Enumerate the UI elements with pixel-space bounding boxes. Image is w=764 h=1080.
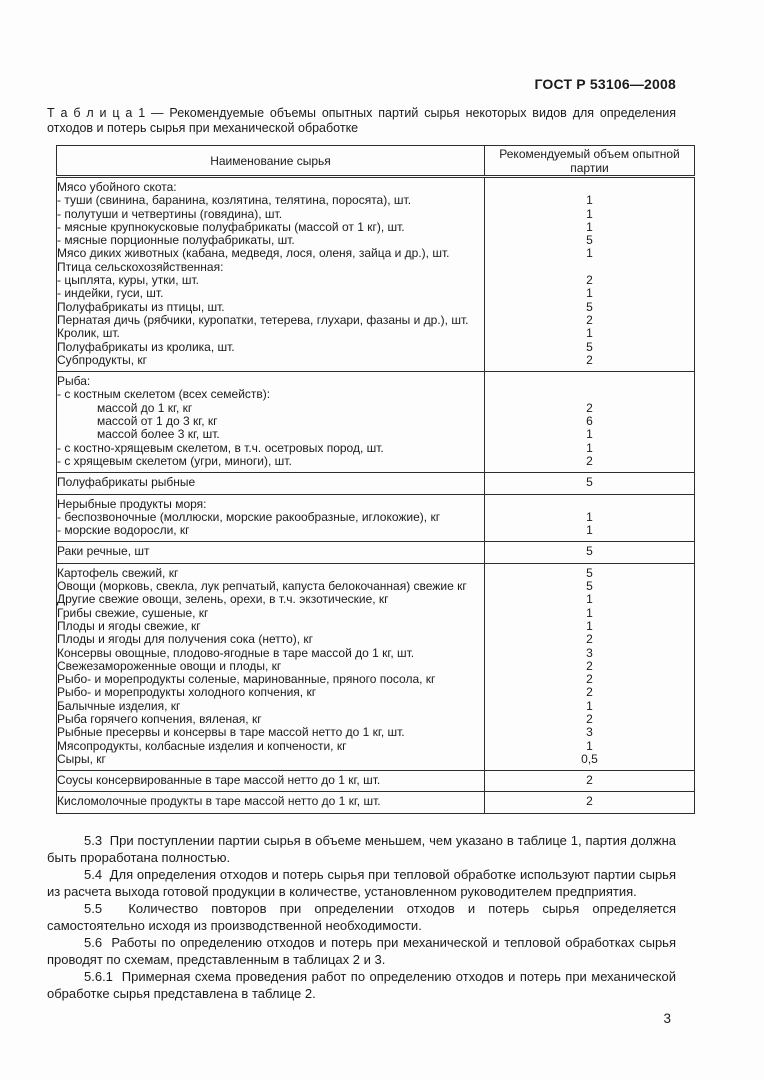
table-row: [57, 726, 695, 739]
cell-recommended-volume: 1: [485, 221, 695, 234]
table-row: [57, 673, 695, 686]
cell-raw-material-name: Птица сельскохозяйственная:: [57, 259, 224, 274]
table-row: [57, 792, 695, 813]
cell-raw-material-name: - морские водоросли, кг: [57, 523, 190, 538]
page-number: 3: [663, 1010, 671, 1026]
table-row: [57, 620, 695, 633]
cell-recommended-volume: 0,5: [485, 753, 695, 771]
table-row: [57, 261, 695, 274]
clause-paragraph: 5.6.1 Примерная схема проведения работ по определению отходов и потерь при механической обработке сырья представлена в таблице 2.: [47, 968, 676, 1001]
table-row: [57, 740, 695, 753]
cell-raw-material-name: Соусы консервированные в таре массой нетто до 1 кг, шт.: [57, 773, 381, 788]
table-group: [57, 792, 695, 813]
cell-recommended-volume: [485, 372, 695, 389]
clause-paragraph: 5.3 При поступлении партии сырья в объеме меньшем, чем указано в таблице 1, партия должна быть проработана полностью.: [47, 832, 676, 865]
cell-raw-material-name: массой до 1 кг, кг: [97, 400, 193, 415]
table-row: [57, 314, 695, 327]
cell-raw-material-name: Полуфабрикаты рыбные: [57, 475, 196, 490]
table-row: [57, 511, 695, 524]
table-header: [57, 146, 695, 177]
cell-recommended-volume: 1: [485, 620, 695, 633]
table-row: [57, 633, 695, 646]
cell-raw-material-name: - индейки, гуси, шт.: [57, 286, 164, 301]
table-group: [57, 372, 695, 473]
table-row: [57, 607, 695, 620]
cell-raw-material-name: Плоды и ягоды свежие, кг: [57, 618, 201, 633]
table-row: [57, 194, 695, 207]
cell-recommended-volume: 1: [485, 442, 695, 455]
cell-raw-material-name: Субпродукты, кг: [57, 352, 148, 367]
table-row: [57, 234, 695, 247]
cell-recommended-volume: 1: [485, 740, 695, 753]
table-group: [57, 771, 695, 792]
cell-raw-material-name: Сыры, кг: [57, 751, 106, 766]
cell-recommended-volume: 2: [485, 771, 695, 792]
table-row: [57, 580, 695, 593]
cell-recommended-volume: 5: [485, 234, 695, 247]
cell-raw-material-name: Нерыбные продукты моря:: [57, 496, 207, 511]
cell-raw-material-name: Мясо убойного скота:: [57, 180, 177, 194]
cell-raw-material-name: массой более 3 кг, шт.: [97, 427, 220, 442]
cell-raw-material-name: Свежезамороженные овощи и плоды, кг: [57, 658, 282, 673]
clause-paragraph: 5.5 Количество повторов при определении отходов и потерь сырья определяется самостоятельно исходя из производственной необходимости.: [47, 900, 676, 933]
cell-recommended-volume: 1: [485, 524, 695, 542]
cell-raw-material-name: - туши (свинина, баранина, козлятина, телятина, поросята), шт.: [57, 193, 412, 208]
cell-raw-material-name: массой от 1 до 3 кг, кг: [97, 414, 218, 429]
table-row: [57, 341, 695, 354]
column-header-volume: Рекомендуемый объем опытной партии: [485, 146, 695, 177]
cell-recommended-volume: [485, 177, 695, 195]
table-group: [57, 542, 695, 563]
cell-recommended-volume: 1: [485, 428, 695, 441]
table-row: [57, 455, 695, 473]
cell-recommended-volume: [485, 494, 695, 511]
cell-recommended-volume: 2: [485, 660, 695, 673]
cell-raw-material-name: Рыбо- и морепродукты соленые, маринованные, пряного посола, кг: [57, 672, 436, 687]
cell-recommended-volume: 1: [485, 208, 695, 221]
table-row: [57, 442, 695, 455]
cell-recommended-volume: 1: [485, 607, 695, 620]
body-paragraphs: [47, 832, 676, 1002]
cell-recommended-volume: 1: [485, 700, 695, 713]
table-row: [57, 428, 695, 441]
cell-recommended-volume: 1: [485, 247, 695, 260]
table-group: [57, 563, 695, 770]
cell-raw-material-name: Рыба горячего копчения, вяленая, кг: [57, 711, 262, 726]
cell-raw-material-name: Полуфабрикаты из птицы, шт.: [57, 299, 225, 314]
table-row: [57, 177, 695, 195]
cell-recommended-volume: 6: [485, 415, 695, 428]
table-row: [57, 372, 695, 389]
cell-raw-material-name: Рыба:: [57, 374, 91, 389]
table-row: [57, 354, 695, 372]
cell-recommended-volume: 3: [485, 726, 695, 739]
cell-recommended-volume: 5: [485, 563, 695, 580]
cell-raw-material-name: - мясные крупнокусковые полуфабрикаты (массой от 1 кг), шт.: [57, 219, 405, 234]
cell-raw-material-name: Овощи (морковь, свекла, лук репчатый, капуста белокочанная) свежие кг: [57, 579, 467, 594]
cell-recommended-volume: [485, 261, 695, 274]
cell-recommended-volume: 2: [485, 402, 695, 415]
cell-recommended-volume: [485, 388, 695, 401]
cell-recommended-volume: 2: [485, 633, 695, 646]
cell-recommended-volume: 5: [485, 473, 695, 494]
cell-raw-material-name: Рыбные пресервы и консервы в таре массой нетто до 1 кг, шт.: [57, 725, 405, 740]
cell-raw-material-name: - мясные порционные полуфабрикаты, шт.: [57, 233, 295, 248]
table-row: [57, 593, 695, 606]
cell-recommended-volume: 5: [485, 580, 695, 593]
cell-recommended-volume: 5: [485, 301, 695, 314]
cell-recommended-volume: 2: [485, 673, 695, 686]
cell-raw-material-name: - с костным скелетом (всех семейств):: [57, 387, 271, 402]
cell-raw-material-name: Другие свежие овощи, зелень, орехи, в т.ч. экзотические, кг: [57, 592, 389, 607]
cell-raw-material-name: Картофель свежий, кг: [57, 565, 179, 580]
main-table: [56, 145, 695, 814]
cell-raw-material-name: Раки речные, шт: [57, 544, 150, 559]
table-row: [57, 327, 695, 340]
cell-raw-material-name: - с костно-хрящевым скелетом, в т.ч. осетровых пород, шт.: [57, 440, 384, 455]
table-row: [57, 208, 695, 221]
table-row: [57, 301, 695, 314]
doc-code: ГОСТ Р 53106—2008: [534, 76, 676, 92]
cell-raw-material-name: Рыбо- и морепродукты холодного копчения, кг: [57, 685, 317, 700]
table-row: [57, 700, 695, 713]
table-group: [57, 494, 695, 542]
table-row: [57, 771, 695, 792]
cell-raw-material-name: - полутуши и четвертины (говядина), шт.: [57, 206, 283, 221]
cell-recommended-volume: 2: [485, 274, 695, 287]
cell-recommended-volume: 1: [485, 327, 695, 340]
cell-raw-material-name: Балычные изделия, кг: [57, 698, 181, 713]
cell-raw-material-name: - с хрящевым скелетом (угри, миноги), шт.: [57, 453, 292, 468]
table-row: [57, 753, 695, 771]
table-row: [57, 647, 695, 660]
table-row: [57, 247, 695, 260]
cell-recommended-volume: 2: [485, 686, 695, 699]
cell-recommended-volume: 2: [485, 455, 695, 473]
table-row: [57, 686, 695, 699]
cell-recommended-volume: 2: [485, 792, 695, 813]
clause-paragraph: 5.4 Для определения отходов и потерь сырья при тепловой обработке используют партии сырья из расчета выхода готовой продукции в количестве, установленном руководителем предприятия.: [47, 866, 676, 899]
table-row: [57, 473, 695, 494]
table-row: [57, 494, 695, 511]
table-row: [57, 713, 695, 726]
cell-recommended-volume: 2: [485, 314, 695, 327]
cell-raw-material-name: Грибы свежие, сушеные, кг: [57, 605, 209, 620]
cell-raw-material-name: Мясопродукты, колбасные изделия и копчености, кг: [57, 738, 347, 753]
cell-raw-material-name: Пернатая дичь (рябчики, куропатки, тетерева, глухари, фазаны и др.), шт.: [57, 312, 469, 327]
table-caption: Т а б л и ц а 1 — Рекомендуемые объемы опытных партий сырья некоторых видов для определения отходов и потерь сырья при механической обработке: [47, 106, 676, 135]
table-row: [57, 274, 695, 287]
cell-raw-material-name: - беспозвоночные (моллюски, морские ракообразные, иглокожие), кг: [57, 509, 441, 524]
column-header-name: Наименование сырья: [57, 146, 485, 177]
table-header-row: [57, 146, 695, 177]
cell-raw-material-name: Кисломолочные продукты в таре массой нетто до 1 кг, шт.: [57, 794, 381, 809]
table-row: [57, 221, 695, 234]
cell-raw-material-name: Консервы овощные, плодово-ягодные в таре массой до 1 кг, шт.: [57, 645, 415, 660]
table-row: [57, 542, 695, 563]
table-row: [57, 660, 695, 673]
cell-recommended-volume: 1: [485, 194, 695, 207]
cell-recommended-volume: 1: [485, 511, 695, 524]
cell-recommended-volume: 1: [485, 593, 695, 606]
cell-recommended-volume: 5: [485, 542, 695, 563]
cell-recommended-volume: 5: [485, 341, 695, 354]
table-row: [57, 388, 695, 401]
cell-raw-material-name: - цыплята, куры, утки, шт.: [57, 273, 199, 288]
table-group: [57, 473, 695, 494]
table-row: [57, 402, 695, 415]
cell-recommended-volume: 2: [485, 713, 695, 726]
cell-raw-material-name: Кролик, шт.: [57, 326, 120, 341]
table-row: [57, 563, 695, 580]
table-row: [57, 524, 695, 542]
cell-raw-material-name: Мясо диких животных (кабана, медведя, лося, оленя, зайца и др.), шт.: [57, 246, 450, 261]
table-row: [57, 415, 695, 428]
clause-paragraph: 5.6 Работы по определению отходов и потерь при механической и тепловой обработках сырья проводят по схемам, представленным в таблицах 2 и 3.: [47, 934, 676, 967]
table-row: [57, 287, 695, 300]
cell-raw-material-name: Плоды и ягоды для получения сока (нетто), кг: [57, 632, 314, 647]
cell-raw-material-name: Полуфабрикаты из кролика, шт.: [57, 339, 235, 354]
cell-recommended-volume: 3: [485, 647, 695, 660]
table-group: [57, 177, 695, 372]
cell-recommended-volume: 1: [485, 287, 695, 300]
cell-recommended-volume: 2: [485, 354, 695, 372]
